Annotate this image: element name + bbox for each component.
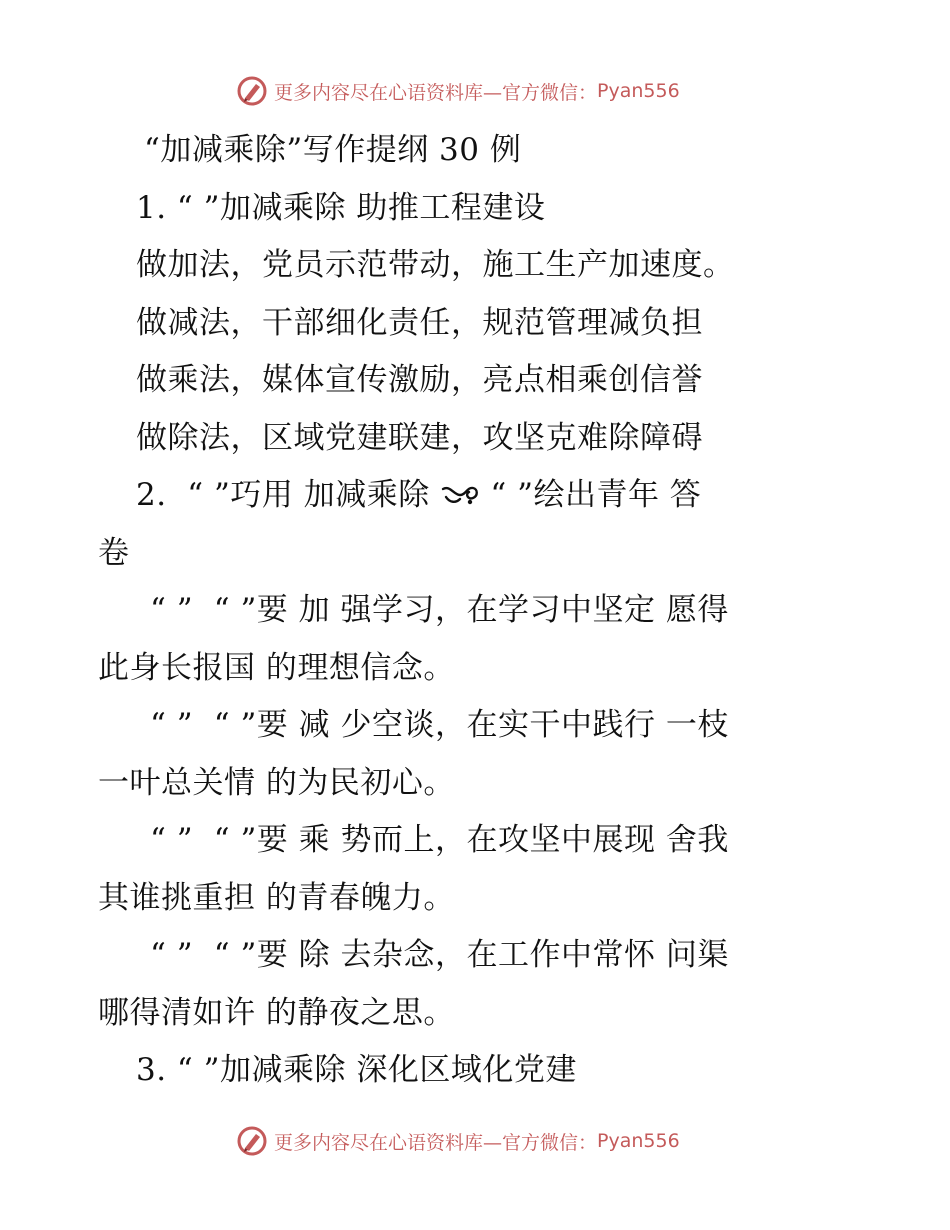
watermark-brand: Pyan556 [597, 1130, 680, 1152]
swirl-ornament-icon [440, 483, 480, 507]
paragraph-line: 一叶总关情 的为民初心。 [98, 764, 455, 801]
paragraph-line: 其谁挑重担 的青春魄力。 [98, 879, 455, 916]
paragraph-line: 此身长报国 的理想信念。 [98, 649, 455, 686]
watermark-brand: Pyan556 [597, 80, 680, 102]
pen-circle-logo-icon [236, 75, 268, 107]
document-body [98, 122, 858, 1100]
watermark-text: 更多内容尽在心语资料库—官方微信： [274, 1131, 598, 1154]
section-heading-2-part-b: “ ”绘出青年 答 [480, 477, 702, 513]
section-heading-1: 1. “ ”加减乘除 助推工程建设 [136, 189, 546, 226]
paragraph-line: 哪得清如许 的静夜之思。 [98, 994, 455, 1031]
watermark-text: 更多内容尽在心语资料库—官方微信： [274, 81, 598, 104]
header-watermark [236, 74, 680, 108]
paragraph-line: “ ” “ ”要 除 去杂念，在工作中常怀 问渠 [150, 937, 729, 973]
paragraph-line: “ ” “ ”要 加 强学习，在学习中坚定 愿得 [150, 592, 729, 628]
section-heading-2 [98, 467, 858, 525]
paragraph-line: 做加法，党员示范带动，施工生产加速度。 [136, 247, 735, 283]
paragraph-line: 做除法，区域党建联建，攻坚克难除障碍 [136, 419, 703, 456]
paragraph-line: “ ” “ ”要 减 少空谈，在实干中践行 一枝 [150, 707, 729, 743]
document-title: “加减乘除”写作提纲 30 例 [144, 132, 522, 168]
paragraph-line: 做乘法，媒体宣传激励，亮点相乘创信誉 [136, 362, 703, 398]
section-heading-3: 3. “ ”加减乘除 深化区域化党建 [136, 1052, 577, 1088]
footer-watermark [236, 1124, 680, 1158]
paragraph-line: 做减法，干部细化责任，规范管理减负担 [136, 304, 703, 341]
paragraph-line: “ ” “ ”要 乘 势而上，在攻坚中展现 舍我 [150, 822, 729, 858]
pen-circle-logo-icon [236, 1125, 268, 1157]
section-heading-2-part-a: 2. “ ”巧用 加减乘除 [136, 477, 441, 513]
paragraph-line: 卷 [98, 534, 130, 571]
